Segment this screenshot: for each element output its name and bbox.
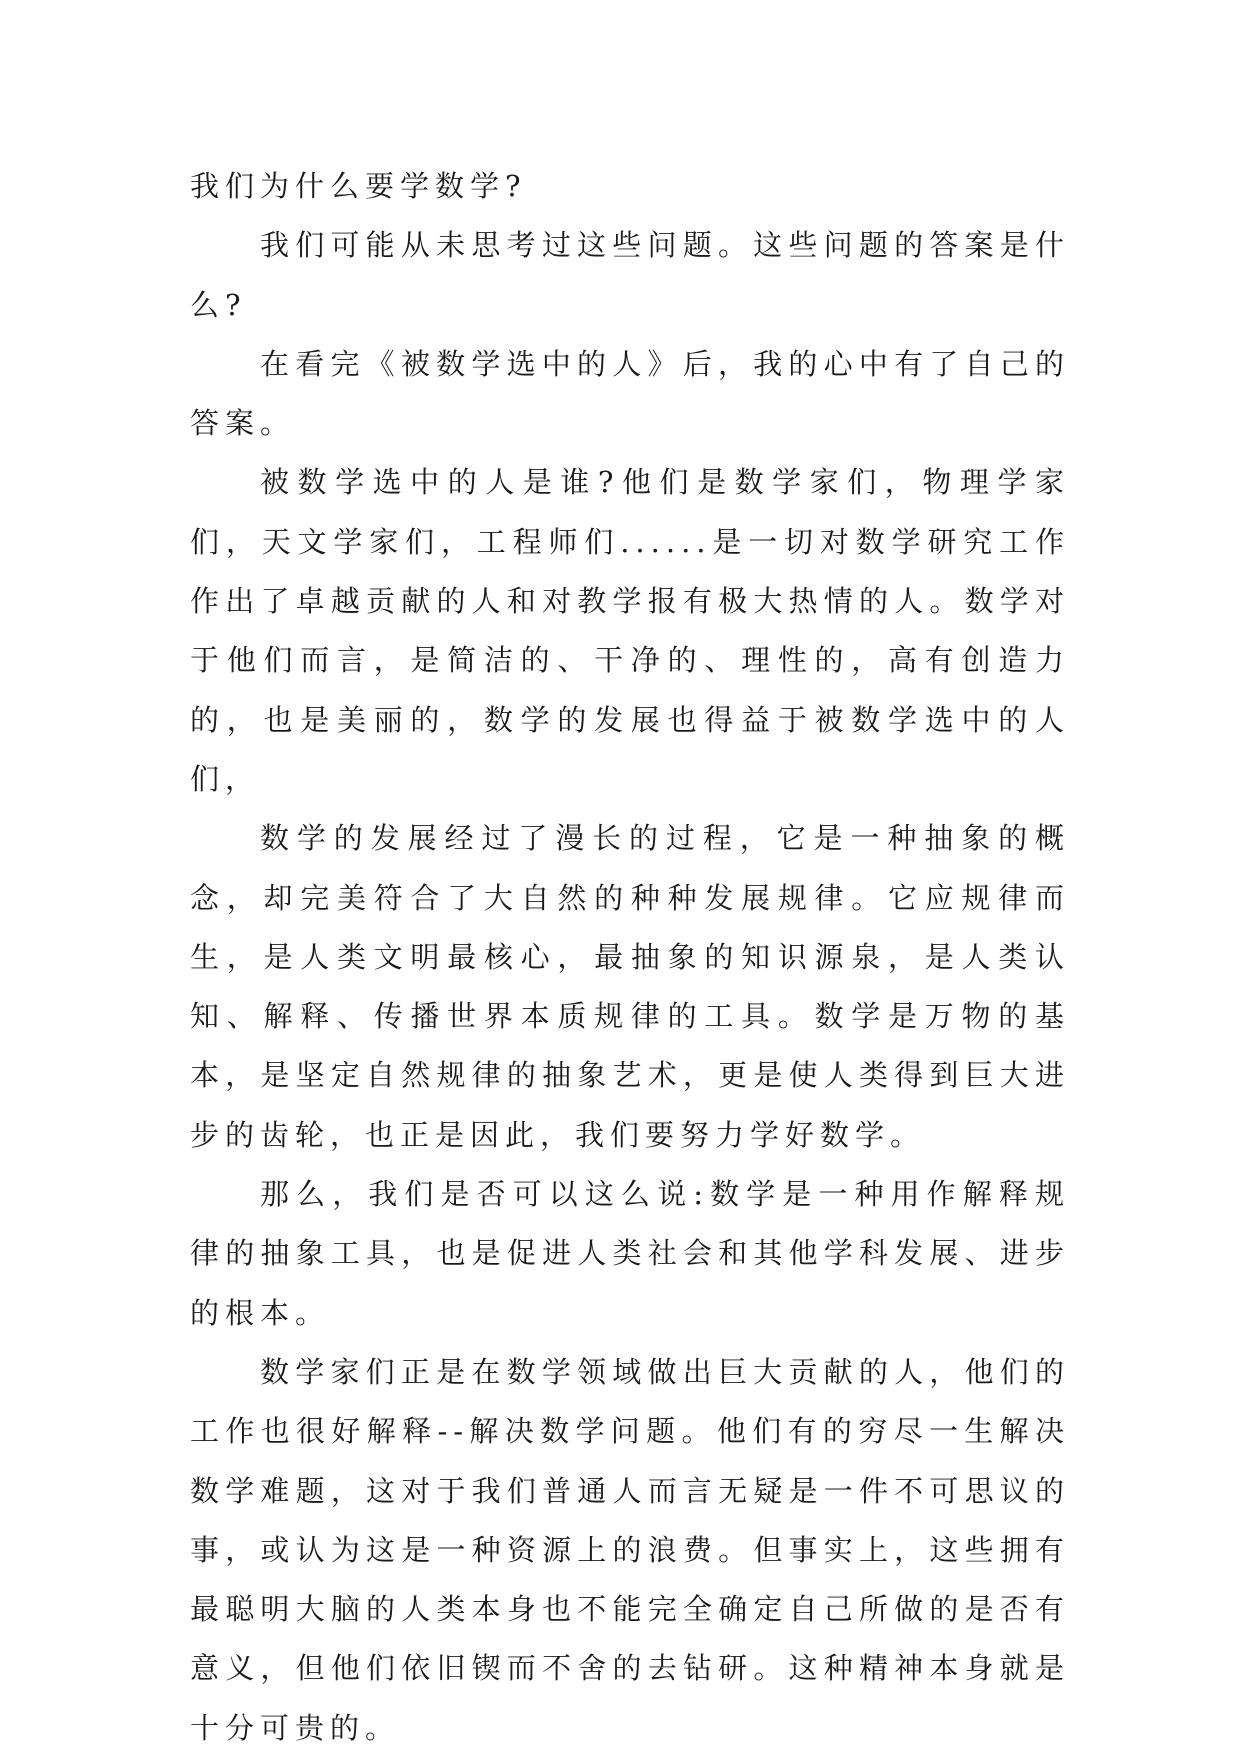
paragraph-reflection: 我们可能从未思考过这些问题。这些问题的答案是什么? — [190, 228, 1070, 322]
paragraph-answer: 在看完《被数学选中的人》后，我的心中有了自己的答案。 — [190, 346, 1070, 441]
document-body — [190, 157, 1070, 1758]
paragraph-question: 我们为什么要学数学? — [190, 169, 527, 203]
paragraph-conclusion: 那么，我们是否可以这么说:数学是一种用作解释规律的抽象工具，也是促进人类社会和其他学科发展、进步的根本。 — [190, 1177, 1070, 1330]
paragraph-development: 数学的发展经过了漫长的过程，它是一种抽象的概念，却完美符合了大自然的种种发展规律。它应规律而生，是人类文明最核心，最抽象的知识源泉，是人类认知、解释、传播世界本质规律的工具。数学是万物的基本，是坚定自然规律的抽象艺术，更是使人类得到巨大进步的齿轮，也正是因此，我们要努力学好数学。 — [190, 821, 1070, 1152]
paragraph-who-chosen: 被数学选中的人是谁?他们是数学家们，物理学家们，天文学家们，工程师们......是一切对数学研究工作作出了卓越贡献的人和对教学报有极大热情的人。数学对于他们而言，是简洁的、干净的、理性的，高有创造力的，也是美丽的，数学的发展也得益于被数学选中的人们， — [190, 465, 1070, 796]
paragraph-mathematicians: 数学家们正是在数学领域做出巨大贡献的人，他们的工作也很好解释--解决数学问题。他们有的穷尽一生解决数学难题，这对于我们普通人而言无疑是一件不可思议的事，或认为这是一种资源上的浪费。但事实上，这些拥有最聪明大脑的人类本身也不能完全确定自己所做的是否有意义，但他们依旧锲而不舍的去钻研。这种精神本身就是十分可贵的。 — [190, 1354, 1070, 1745]
